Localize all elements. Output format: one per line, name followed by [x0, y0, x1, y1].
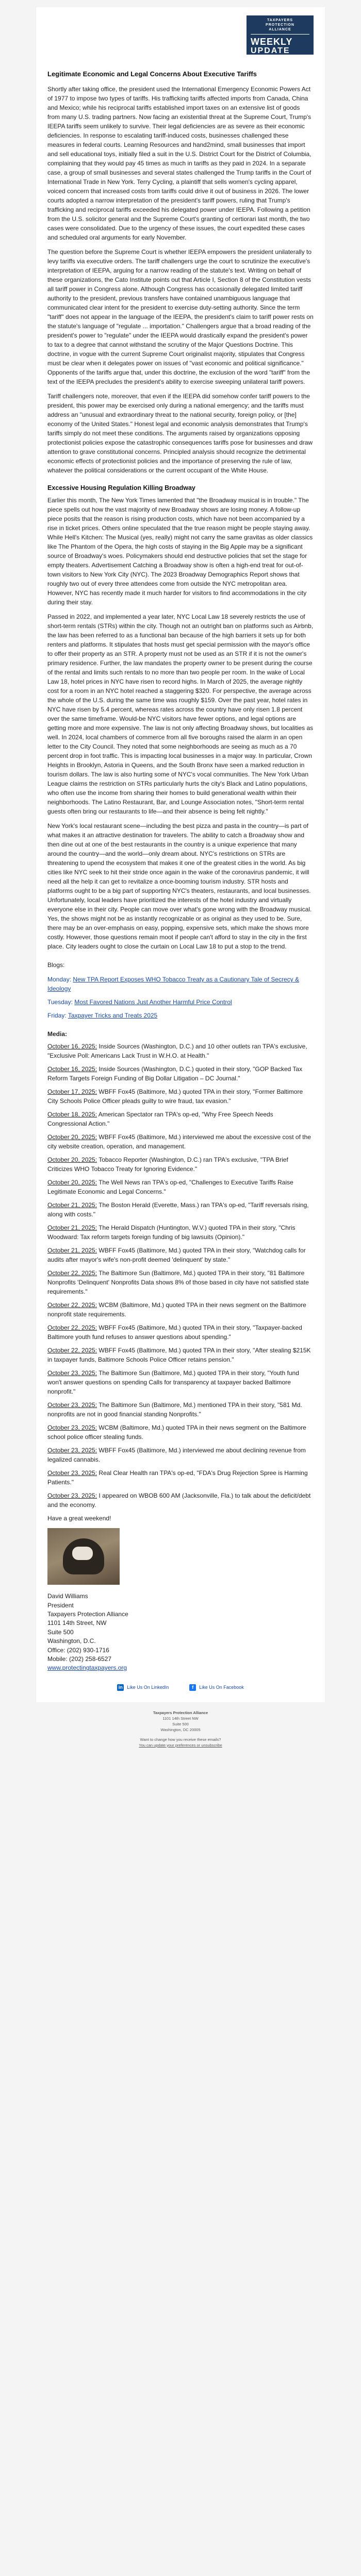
logo-weekly: WEEKLY	[251, 37, 293, 47]
blog-day: Monday:	[47, 976, 72, 984]
footer-org: Taxpayers Protection Alliance	[153, 1710, 208, 1716]
media-item-text: WBFF Fox45 (Baltimore, Md.) quoted TPA in their story, "Taxpayer-backed Baltimore youth fund refuses to answer questions about spending."	[47, 1324, 302, 1341]
media-item	[47, 1423, 314, 1442]
blogs-label: Blogs:	[47, 961, 65, 969]
media-item-date: October 20, 2025:	[47, 1179, 97, 1187]
media-item-text: The Baltimore Sun (Baltimore, Md.) quoted TPA in their story, "Youth fund won't answer questions on spending Calls for transparency at taxpayer backed Baltimore nonprofit."	[47, 1369, 299, 1396]
media-item-date: October 20, 2025:	[47, 1133, 97, 1141]
linkedin-icon: in	[117, 1684, 124, 1691]
media-item-date: October 16, 2025:	[47, 1065, 97, 1073]
media-item	[47, 1446, 314, 1464]
media-item	[47, 1087, 314, 1106]
media-item-date: October 16, 2025:	[47, 1043, 97, 1050]
signoff-greeting: Have a great weekend!	[47, 1515, 111, 1522]
email-footer	[36, 1710, 325, 1748]
facebook-link-label: Like Us On Facebook	[199, 1684, 244, 1690]
logo-org-name	[251, 19, 309, 35]
signature-mobile-phone: Mobile: (202) 258-6527	[47, 1655, 112, 1663]
media-item	[47, 1468, 314, 1487]
media-item-date: October 22, 2025:	[47, 1269, 97, 1277]
media-item-date: October 22, 2025:	[47, 1347, 97, 1354]
media-item-text: The Baltimore Sun (Baltimore, Md.) quoted TPA in their story, "81 Baltimore Nonprofits 'Delinquent' Nonprofits Data shows 8% of those based in city have not satisfied state requirements."	[47, 1269, 309, 1296]
dog-photo	[47, 1528, 120, 1585]
media-item-date: October 21, 2025:	[47, 1224, 97, 1232]
media-item-text: WBFF Fox45 (Baltimore, Md.) quoted TPA in their story, "Former Baltimore City Schools Police Officer pleads guilty to wire fraud, tax evasion."	[47, 1088, 303, 1105]
facebook-link[interactable]	[189, 1684, 244, 1691]
blog-item	[47, 975, 314, 993]
media-list	[47, 1042, 314, 1510]
footer-address1: 1101 14th Street NW	[162, 1716, 199, 1721]
blog-day: Tuesday:	[47, 998, 73, 1006]
media-item-text: WCBM (Baltimore, Md.) quoted TPA in their news segment on the Baltimore nonprofit state requirements.	[47, 1301, 306, 1318]
media-item	[47, 1042, 314, 1060]
signature-office-phone: Office: (202) 930-1716	[47, 1646, 109, 1654]
article2-paragraph: Passed in 2022, and implemented a year later, NYC Local Law 18 severely restricts the use of short-term rentals (STRs) within the city. Though not an outright ban on platforms such as Airbnb, the law has been referred to as a functional ban because of the high barriers it sets up for both renters and platforms. It stipulates that hosts must get special permission with the mayor's office to offer their property as an STR. A property must not be used as an STR if it is not the owner's primary residence. Further, the law mandates the property owner to be present during the course of the rental and limits such rentals to no more than two people per room. In the wake of Local Law 18, hotel prices in NYC have risen to record highs. In March of 2025, the average nightly cost for a room in an NYC hotel reached a staggering $320. For perspective, the average across the whole of the U.S. during the same time was roughly $159. Over the past year, hotel rates in NYC have risen by 5.4 percent, whereas rates across the country have only risen 1.8 percent over the same timeframe. Would-be NYC visitors have fewer options, and legal options are getting more and more expensive. The law is not only affecting Broadway shows, but localities as well. In 2024, local chambers of commerce from all five boroughs raised the alarm in an open letter to the City Council. They noted that some neighborhoods are seeing as much as a 70 percent drop in foot traffic. This is impacting local businesses in a major way. In particular, Crown Heights in Brooklyn, Astoria in Queens, and the South Bronx have seen a marked reduction in tourism dollars. The law is also hurting some of NYC's vocal communities. The New York Urban League claims the restriction on STRs particularly hurts the city's Black and Latino populations, who often use the income from sharing their homes to build generational wealth within their neighborhoods. The Latino Restaurant, Bar, and Lounge Association notes, "Short-term rental guests often bring our restaurants to life—and their absence is being felt nightly."	[47, 613, 314, 816]
media-item-date: October 21, 2025:	[47, 1201, 97, 1209]
media-item	[47, 1246, 314, 1264]
linkedin-link-label: Like Us On LinkedIn	[127, 1684, 169, 1690]
footer-address3: Washington, DC 20005	[160, 1727, 201, 1732]
media-item-text: WCBM (Baltimore, Md.) quoted TPA in their news segment on the Baltimore school police officer stealing funds.	[47, 1424, 306, 1441]
newsletter-card	[36, 7, 325, 1702]
tpa-weekly-update-logo	[247, 15, 314, 55]
linkedin-link[interactable]	[117, 1684, 169, 1691]
media-label: Media:	[47, 1030, 68, 1038]
media-item-date: October 21, 2025:	[47, 1247, 97, 1255]
blog-day: Friday:	[47, 1012, 67, 1020]
social-links	[47, 1684, 314, 1691]
media-item-text: I appeared on WBOB 600 AM (Jacksonville, Fla.) to talk about the deficit/debt and the economy.	[47, 1492, 311, 1509]
blog-item	[47, 997, 314, 1007]
media-item	[47, 1155, 314, 1174]
media-item	[47, 1200, 314, 1219]
logo-org-line2: PROTECTION	[266, 23, 294, 27]
newsletter-header	[47, 15, 314, 62]
signature-name: David Williams	[47, 1592, 88, 1600]
media-item-date: October 23, 2025:	[47, 1369, 97, 1377]
signature-org: Taxpayers Protection Alliance	[47, 1611, 128, 1618]
media-item	[47, 1132, 314, 1151]
media-item-date: October 20, 2025:	[47, 1156, 97, 1164]
media-item-text: The Herald Dispatch (Huntington, W.V.) quoted TPA in their story, "Chris Woodward: Tax reform targets foreign funding of big lawsuits (Opinion)."	[47, 1224, 296, 1241]
logo-org-line1: TAXPAYERS	[267, 19, 293, 22]
article2-paragraph: New York's local restaurant scene—including the best pizza and pasta in the country—is part of what makes it an attractive destination for travelers. The ability to catch a Broadway show and then dine out at one of the best restaurants in the country is a unique experience that many around the country—and the world—only dream about. NYC's restrictions on STRs are threatening to upend the ecosystem that makes it one of the greatest cities in the world. As big cities like NYC seek to hit their stride once again in the wake of the coronavirus pandemic, it will need all the help it can get to revitalize a once-booming tourism industry. STR hosts and platforms ought to be a big part of supporting NYC's theaters, restaurants, and local businesses. Unfortunately, local leaders have prioritized the interests of the hotel industry and virtually everyone else in their city. People can move over what's gone wrong with the Broadway musical. Yes, the shows might not be as instantly recognizable or as original as they used to be. Sure, there may be an over-emphasis on easy, popping, expensive sets, which make the shows more costly. However, those questions remain moot if people can't afford to stay in the city in the first place. City leaders ought to close the curtain on Local Law 18 to put a stop to the trend.	[47, 822, 312, 951]
media-item-date: October 22, 2025:	[47, 1301, 97, 1309]
media-item	[47, 1323, 314, 1342]
media-item-text: The Boston Herald (Everette, Mass.) ran TPA's op-ed, "Tariff reversals rising, along with costs."	[47, 1201, 309, 1218]
signature-address1: 1101 14th Street, NW	[47, 1619, 107, 1627]
article1-paragraph: Tariff challengers note, moreover, that even if the IEEPA did somehow confer tariff powers to the president, this power may be exercised only during a national emergency; and the tariffs must address an "unusual and extraordinary threat to the national security, foreign policy, or [the] economy of the United States." Honest legal and economic analysis demonstrates that Trump's tariffs simply do not meet these conditions. The arguments raised by organizations opposing protectionist policies expose the catastrophic consequences tariffs pose for businesses and draw attention to grave constitutional concerns. Principled analysis should recognize the detrimental economic effects of protectionist policies and the importance of preserving the rule of law, whatever the political considerations or the current occupant of the White House.	[47, 392, 313, 474]
article1-paragraph: Shortly after taking office, the president used the International Emergency Economic Powers Act of 1977 to impose two types of tariffs. His trafficking tariffs affected imports from Canada, China and Mexico; while his reciprocal tariffs established import taxes on an extensive list of goods from many U.S. trading partners. Now facing an existential threat at the Supreme Court, Trump's IEEPA tariffs seem unlikely to survive. Their legal deficiencies are as severe as their economic deficiencies. In response to escalating tariff-induced costs, businesses challenged these measures in federal courts. Learning Resources and hand2mind, small businesses that import and sell educational toys, initially filed a suit in the U.S. District Court for the District of Columbia, complaining that they would pay 45 times as much in tariffs as they paid in 2024. In a separate case, a group of small businesses and several states challenged the Trump tariffs in the Court of International Trade in New York. Terry Cycling, a plaintiff that sells women's cycling apparel, voiced concern that increased costs from tariffs could drive it out of business in 2026. The lower courts adopted a narrow interpretation of the president's tariff powers, ruling that Trump's trafficking and reciprocal tariffs exceeded his delegated power under IEEPA. Following a petition from the U.S. solicitor general and the Supreme Court's granting of certiorari last month, the two cases were consolidated. Due to the urgency of these issues, the court expedited these cases and scheduled oral arguments for early November.	[47, 85, 311, 241]
dog-face	[72, 1547, 93, 1560]
footer-address2: Suite 500	[172, 1722, 189, 1727]
blog-link-tricks-treats[interactable]: Taxpayer Tricks and Treats 2025	[68, 1012, 158, 1020]
media-item	[47, 1491, 314, 1510]
media-item-text: The Baltimore Sun (Baltimore, Md.) mentioned TPA in their story, "581 Md. nonprofits are not in good financial standing Nonprofits."	[47, 1401, 302, 1418]
footer-unsubscribe-prefix: Want to change how you receive these emails?	[140, 1737, 221, 1742]
media-item-date: October 18, 2025:	[47, 1111, 97, 1118]
media-item-text: Inside Sources (Washington, D.C.) quoted in their story, "GOP Backed Tax Reform Targets Foreign Funding of Big Dollar Litigation – DC Journal."	[47, 1065, 303, 1082]
media-item-date: October 17, 2025:	[47, 1088, 97, 1096]
media-item	[47, 1300, 314, 1319]
article1-paragraph: The question before the Supreme Court is whether IEEPA empowers the president unilaterally to levy tariffs via executive orders. The tariff challengers urge the court to scrutinize the executive's interpretation of IEEPA, arguing for a narrow reading of the statute's text. Writing on behalf of these organizations, the Cato Institute points out that Article I, Section 8 of the Constitution vests all tariff power in Congress alone. Although Congress has occasionally delegated limited tariff authority to the president, previous transfers have contained unambiguous language that communicated clear intent for the president to exercise duty-setting authority. Since the term "tariff" does not appear in the language of the IEEPA, the president's claim to tariff power rests on the statute's language of "regulate ... importation." Challengers argue that a broad reading of the president's power to "regulate" under the IEEPA would drastically expand the president's power to tax to a degree that cannot withstand the scrutiny of the Major Questions Doctrine. This doctrine, in vogue with the current Supreme Court originalist majority, stipulates that Congress must be clear when it delegates power on issues of "vast economic and political significance." Opponents of the tariffs argue that, under this doctrine, the exclusion of the word "tariff" from the text of the IEEPA precludes the president's ability to exercise sweeping unilateral tariff powers.	[47, 248, 314, 385]
media-item	[47, 1064, 314, 1083]
article2-paragraph: Earlier this month, The New York Times lamented that "the Broadway musical is in trouble." The piece spells out how the vast majority of new Broadway shows are losing money. A follow-up piece posits that the reason is rising production costs, which have not been accompanied by a rise in ticket prices. Others online speculated that the true reason might be people staying away. While Hell's Kitchen: The Musical (yes, really) might not carry the same gravitas as older classics like The Phantom of the Opera, the high costs of staying in the Big Apple may be a significant source of Broadway's woes. Policymakers should end destructive policies that set the stage for empty theaters. Advertisement Catching a Broadway show is often a high-end treat for out-of-town visitors to New York City (NYC). The 2023 Broadway Demographics Report shows that roughly two out of every three attendees come from outside the NYC metropolitan area. However, NYC has recently made it much harder for visitors to find accommodations in the city during their stay.	[47, 497, 313, 606]
media-item-date: October 23, 2025:	[47, 1424, 97, 1432]
media-item-text: Inside Sources (Washington, D.C.) and 10 other outlets ran TPA's exclusive, "Exclusive Poll: Americans Lack Trust in W.H.O. at Health."	[47, 1043, 307, 1060]
media-item-date: October 22, 2025:	[47, 1324, 97, 1332]
media-item-text: WBFF Fox45 (Baltimore, Md.) quoted TPA in their story, "Watchdog calls for audits after mayor's wife's non-profit deemed 'delinquent' by state."	[47, 1247, 306, 1264]
facebook-icon: f	[189, 1684, 196, 1691]
article1-title: Legitimate Economic and Legal Concerns About Executive Tariffs	[47, 70, 257, 78]
media-item	[47, 1178, 314, 1196]
signature-website-link[interactable]: www.protectingtaxpayers.org	[47, 1664, 127, 1672]
media-item-date: October 23, 2025:	[47, 1401, 97, 1409]
media-item	[47, 1223, 314, 1242]
media-item	[47, 1346, 314, 1364]
logo-org-line3: ALLIANCE	[269, 27, 291, 31]
signature-role: President	[47, 1601, 74, 1609]
unsubscribe-link[interactable]: You can update your preferences or unsubscribe	[139, 1742, 222, 1748]
media-item	[47, 1268, 314, 1296]
media-item-date: October 23, 2025:	[47, 1492, 97, 1500]
media-item-date: October 23, 2025:	[47, 1469, 97, 1477]
signature-address3: Washington, D.C.	[47, 1637, 96, 1645]
article2-title: Excessive Housing Regulation Killing Broadway	[47, 484, 195, 492]
media-item	[47, 1110, 314, 1128]
media-item-text: WBFF Fox45 (Baltimore, Md.) interviewed me about the excessive cost of the city website creation, operation, and management.	[47, 1133, 311, 1150]
signature-block	[47, 1592, 314, 1673]
blog-link-most-favored-nations[interactable]: Most Favored Nations Just Another Harmful Price Control	[74, 998, 232, 1006]
media-item-text: WBFF Fox45 (Baltimore, Md.) interviewed me about declining revenue from legalized cannabis.	[47, 1447, 306, 1464]
media-item-text: Tobacco Reporter (Washington, D.C.) ran TPA's exclusive, "TPA Brief Criticizes WHO Tobacco Treaty for Ignoring Evidence."	[47, 1156, 288, 1173]
blog-item	[47, 1011, 314, 1020]
media-item-date: October 23, 2025:	[47, 1447, 97, 1454]
media-item-text: WBFF Fox45 (Baltimore, Md.) quoted TPA in their story, "After stealing $215K in taxpayer funds, Baltimore Schools Police Officer retains pension."	[47, 1347, 311, 1364]
media-item-text: The Well News ran TPA's op-ed, "Challenges to Executive Tariffs Raise Legitimate Economic and Legal Concerns."	[47, 1179, 293, 1196]
media-item	[47, 1400, 314, 1419]
logo-update: UPDATE	[251, 46, 290, 56]
media-item	[47, 1368, 314, 1396]
media-item-text: American Spectator ran TPA's op-ed, "Why Free Speech Needs Congressional Action."	[47, 1111, 273, 1128]
media-item-text: Real Clear Health ran TPA's op-ed, "FDA's Drug Rejection Spree is Harming Patients."	[47, 1469, 308, 1486]
signature-address2: Suite 500	[47, 1628, 74, 1636]
blog-link-who-tobacco[interactable]: New TPA Report Exposes WHO Tobacco Treaty as a Cautionary Tale of Secrecy & Ideology	[47, 976, 300, 993]
